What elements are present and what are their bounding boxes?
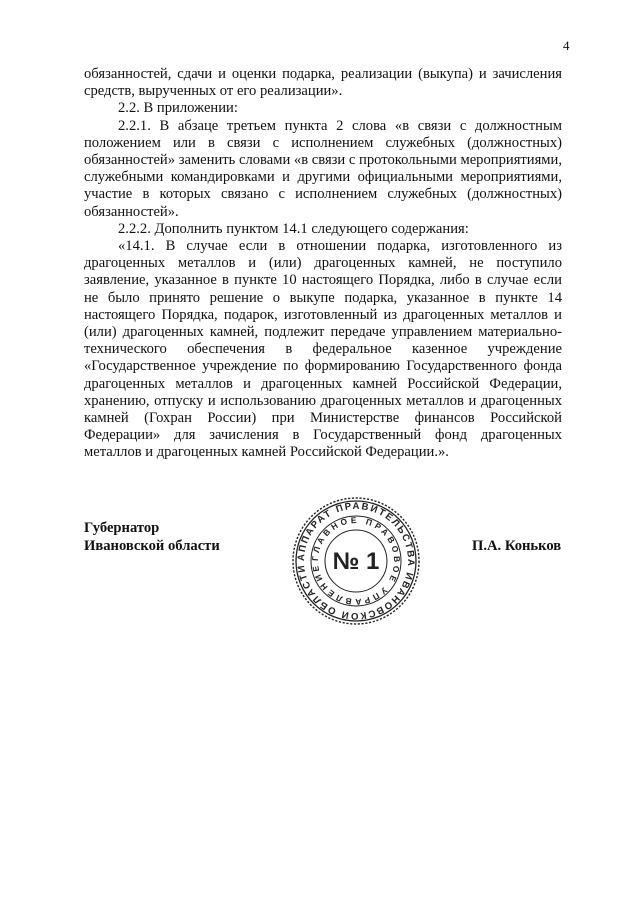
signatory-name: П.А. Коньков <box>472 538 562 554</box>
seal-outer-text: АППАРАТ ПРАВИТЕЛЬСТВА ИВАНОВСКОЙ ОБЛАСТИ <box>295 500 417 622</box>
signatory-position-line1: Губернатор <box>84 520 160 536</box>
document-body <box>84 66 562 462</box>
paragraph-14-1: «14.1. В случае если в отношении подарка, изготовленного из драгоценных металлов и (или) драгоценных камней, не поступило заявление, указанное в пункте 10 настоящего Порядка, либо в случае если не было принято решение о выкупе подарка, указанное в пункте 14 настоящего Порядка, подарок, изготовленный из драгоценных металлов и (или) драгоценных камней, подлежит передаче управлением материально-технического обеспечения в федеральное казенное учреждение «Государственное учреждение по формированию Государственного фонда драгоценных металлов и драгоценных камней Российской Федерации, хранению, отпуску и использованию драгоценных металлов и драгоценных камней (Гохран России) при Министерстве финансов Российской Федерации» для зачисления в Государственный фонд драгоценных металлов и драгоценных камней Российской Федерации.». <box>84 238 562 461</box>
seal-inner-text: ГЛАВНОЕ ПРАВОВОЕ УПРАВЛЕНИЕ <box>309 514 403 608</box>
paragraph-2-2-1: 2.2.1. В абзаце третьем пункта 2 слова «в связи с должностным положением или в связи с исполнением служебных (должностных) обязанностей» заменить словами «в связи с протокольными мероприятиями, служебными командировками и другими официальными мероприятиями, участие в которых связано с исполнением служебных (должностных) обязанностей». <box>84 117 562 220</box>
paragraph-continuation: обязанностей, сдачи и оценки подарка, реализации (выкупа) и зачисления средств, вырученных от его реализации». <box>84 66 562 100</box>
paragraph-2-2: 2.2. В приложении: <box>118 100 238 117</box>
seal-center-number: № 1 <box>332 548 380 575</box>
paragraph-2-2-2: 2.2.2. Дополнить пунктом 14.1 следующего содержания: <box>118 220 469 237</box>
page-number: 4 <box>563 38 570 53</box>
signatory-position-line2: Ивановской области <box>84 537 220 554</box>
signatory-position <box>84 520 220 555</box>
official-seal <box>291 496 421 626</box>
